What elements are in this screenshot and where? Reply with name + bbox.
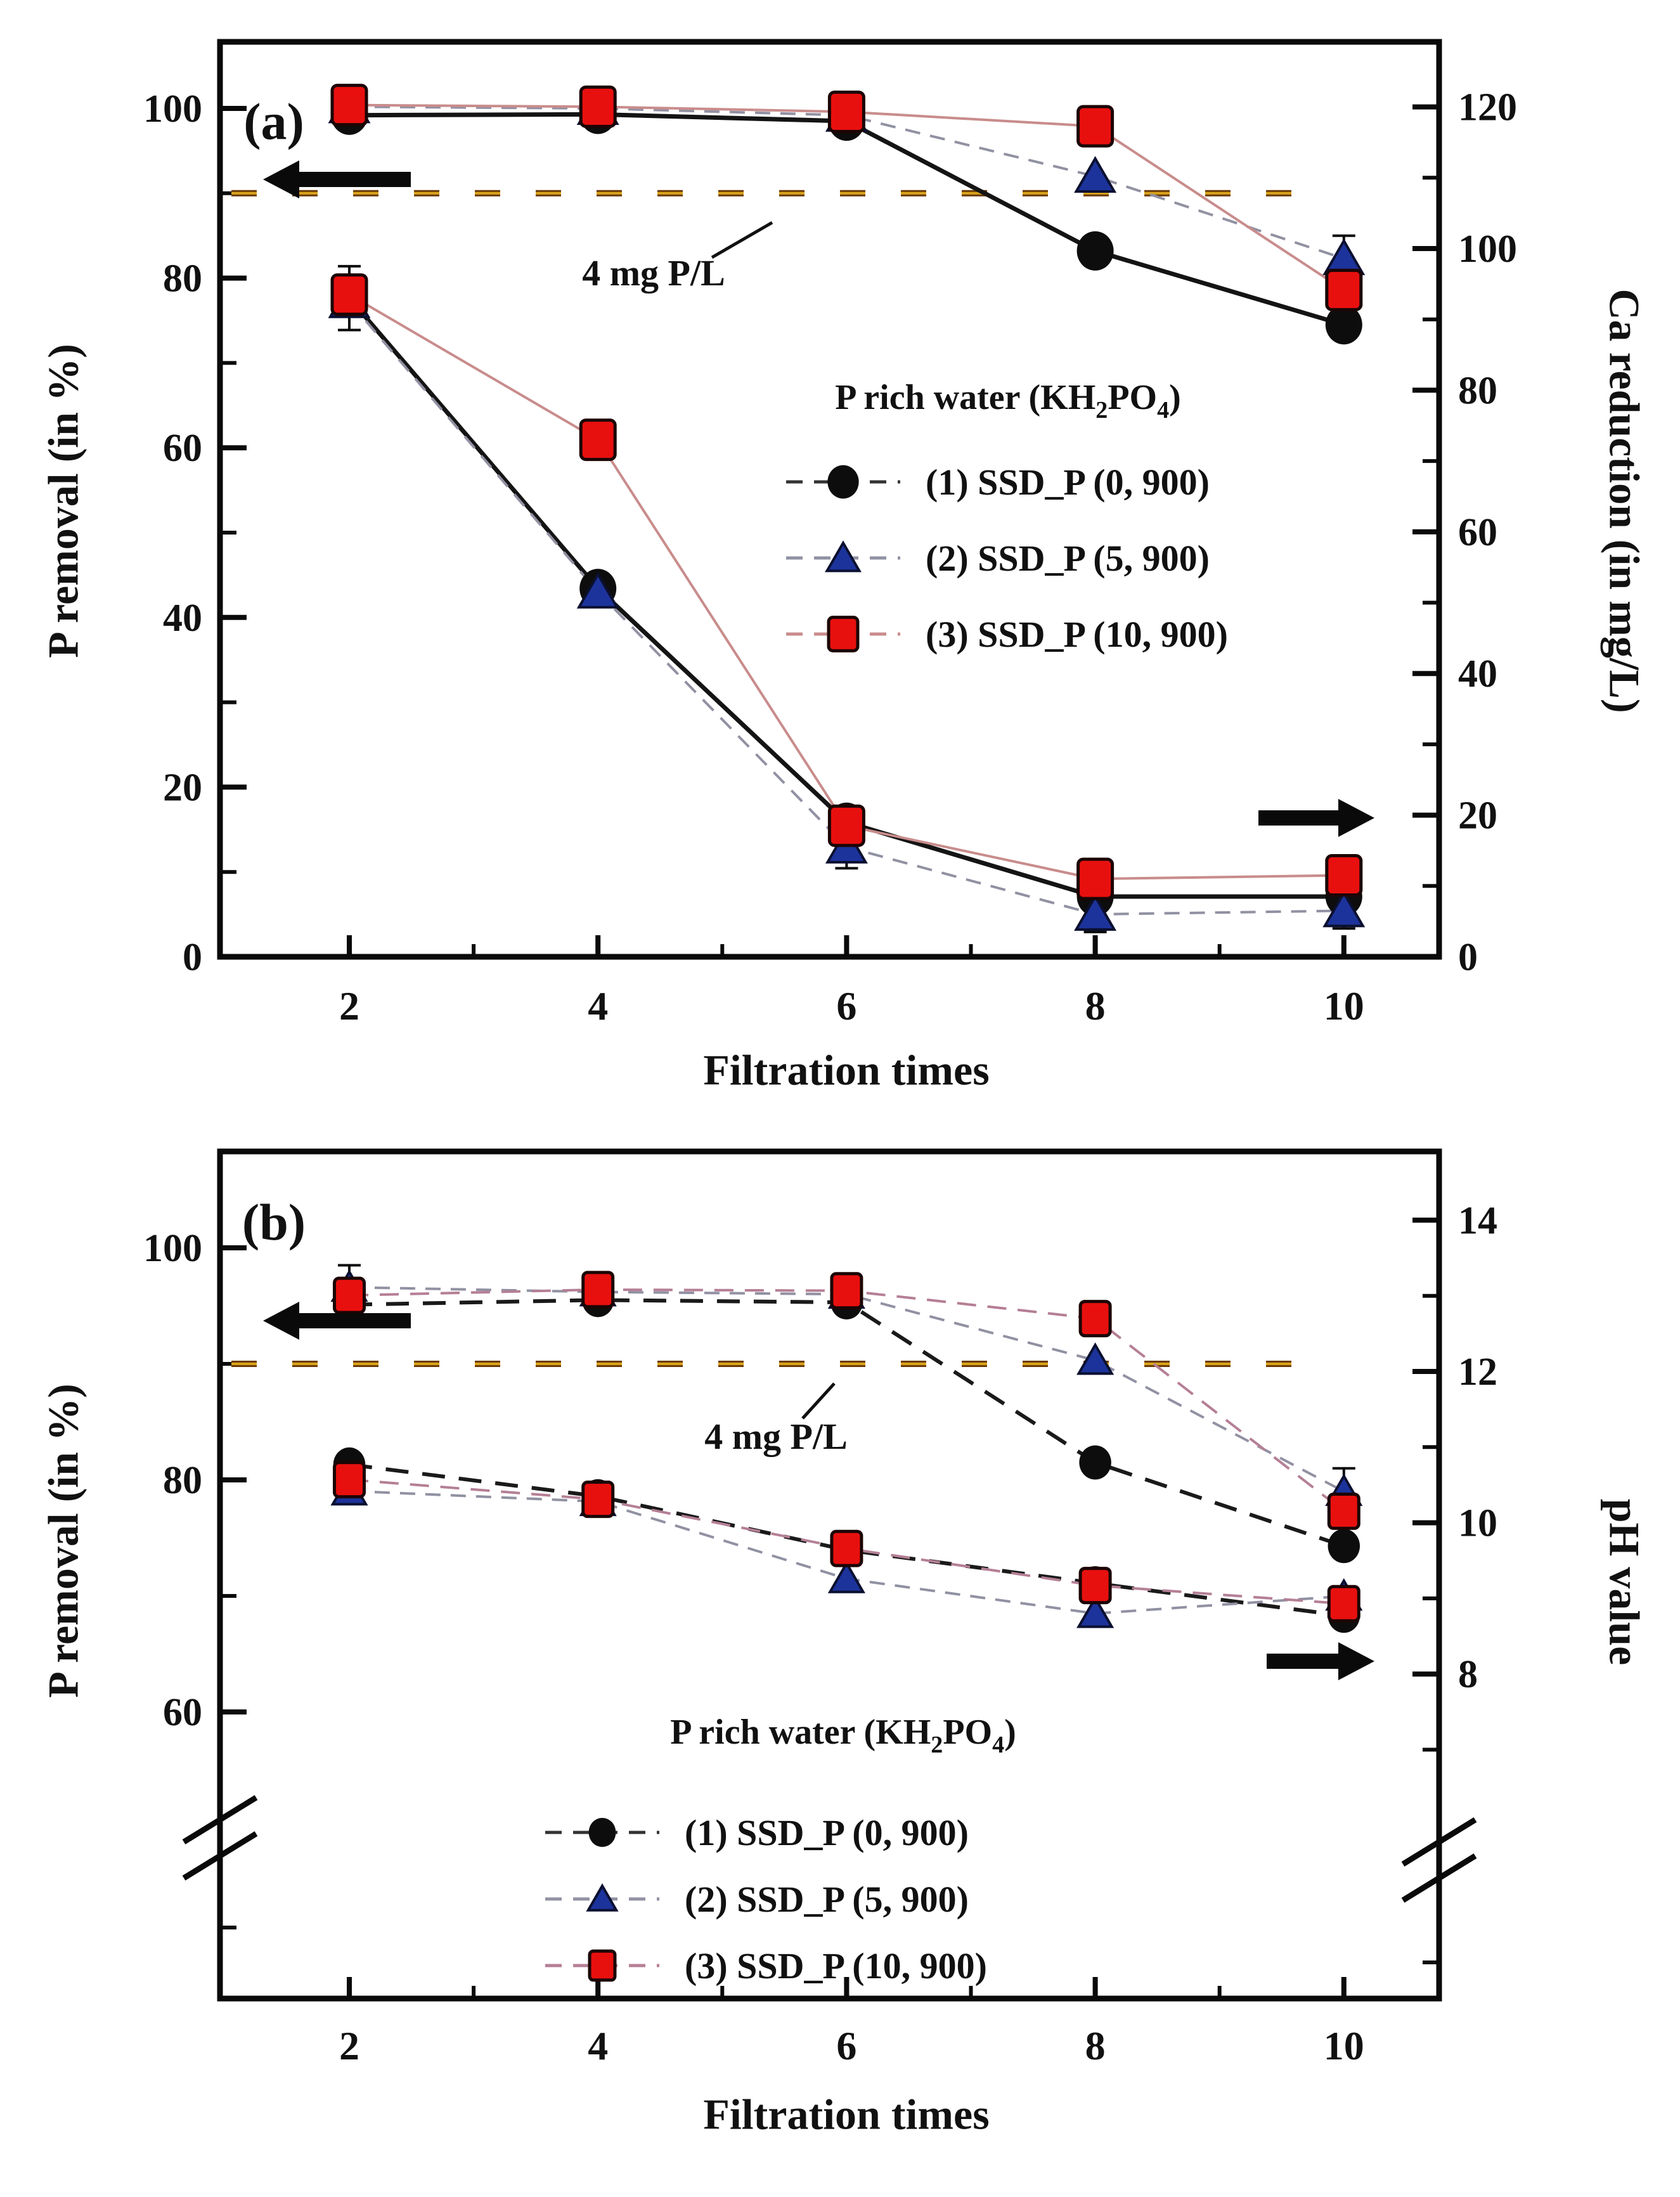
data-point-circle <box>1077 231 1114 271</box>
legend-label: (3) SSD_P (10, 900) <box>926 614 1228 655</box>
panel-b-x-axis-title: Filtration times <box>703 2090 990 2139</box>
x-tick-label: 2 <box>339 2023 359 2068</box>
data-point-circle <box>1079 1446 1111 1480</box>
panel-b-right-axis-title: pH value <box>1600 1498 1649 1666</box>
data-point-square <box>1080 1569 1110 1603</box>
left-tick-label: 40 <box>163 596 202 640</box>
data-point-square <box>829 806 863 845</box>
legend-marker-square <box>829 618 858 651</box>
right-tick-label: 10 <box>1458 1501 1497 1545</box>
right-tick-label: 120 <box>1458 86 1517 129</box>
left-tick-label: 80 <box>163 1459 202 1502</box>
x-tick-label: 2 <box>339 983 359 1028</box>
legend-label: (2) SSD_P (5, 900) <box>685 1879 969 1920</box>
panel-a-left-axis-title: P removal (in %) <box>39 344 87 658</box>
left-tick-label: 0 <box>183 936 202 979</box>
left-tick-label: 80 <box>163 257 202 301</box>
right-tick-label: 100 <box>1458 228 1517 271</box>
panel-a-label: (a) <box>243 93 304 150</box>
threshold-annotation: 4 mg P/L <box>704 1416 848 1457</box>
panel-b <box>0 1110 1680 2197</box>
legend-label: (1) SSD_P (0, 900) <box>685 1812 969 1853</box>
legend-marker-square <box>590 1951 615 1980</box>
legend-title: P rich water $(KH_2PO_4)$ <box>835 378 1181 424</box>
left-tick-label: 20 <box>163 766 202 810</box>
right-tick-label: 40 <box>1458 652 1497 696</box>
data-point-square <box>1329 1494 1359 1528</box>
panel-a-right-axis-title: Ca reduction (in mg/L) <box>1600 288 1649 713</box>
data-point-square <box>1078 859 1113 898</box>
data-point-square <box>1327 270 1361 309</box>
data-point-square <box>1327 856 1361 895</box>
left-tick-label: 60 <box>163 1691 202 1734</box>
data-point-square <box>332 86 366 125</box>
x-tick-label: 10 <box>1323 2023 1364 2068</box>
data-point-square <box>583 1482 613 1517</box>
left-tick-label: 60 <box>163 427 202 470</box>
data-point-square <box>832 1274 862 1308</box>
x-tick-label: 8 <box>1085 2023 1106 2068</box>
data-point-square <box>832 1531 862 1565</box>
right-tick-label: 20 <box>1458 794 1497 838</box>
data-point-circle <box>1328 1529 1360 1563</box>
left-tick-label: 100 <box>143 87 202 131</box>
right-tick-label: 12 <box>1458 1351 1497 1394</box>
legend-label: (3) SSD_P (10, 900) <box>685 1945 987 1986</box>
data-point-square <box>581 87 615 126</box>
legend-marker-circle <box>827 465 858 499</box>
legend-title: P rich water $(KH_2PO_4)$ <box>670 1713 1016 1758</box>
data-point-square <box>581 420 615 460</box>
legend-label: (2) SSD_P (5, 900) <box>926 538 1210 579</box>
x-tick-label: 4 <box>588 983 609 1028</box>
left-tick-label: 100 <box>143 1227 202 1270</box>
data-point-square <box>335 1278 365 1312</box>
panel-b-left-axis-title: P removal (in %) <box>39 1384 87 1698</box>
panel-b-label: (b) <box>242 1193 306 1251</box>
right-tick-label: 60 <box>1458 510 1497 554</box>
data-point-square <box>335 1463 365 1497</box>
right-tick-label: 0 <box>1458 936 1478 979</box>
data-point-square <box>1329 1586 1359 1621</box>
legend-marker-circle <box>589 1818 616 1847</box>
right-tick-label: 14 <box>1458 1199 1497 1243</box>
panel-a-x-axis-title: Filtration times <box>703 1046 990 1094</box>
data-point-square <box>1078 107 1113 146</box>
right-tick-label: 8 <box>1458 1653 1478 1697</box>
data-point-square <box>829 92 863 131</box>
panel-b-plot <box>0 1110 1680 2197</box>
threshold-annotation: 4 mg P/L <box>582 252 725 294</box>
x-tick-label: 6 <box>836 983 857 1028</box>
data-point-square <box>583 1273 613 1307</box>
x-tick-label: 8 <box>1085 983 1106 1028</box>
x-tick-label: 10 <box>1323 983 1364 1028</box>
right-tick-label: 80 <box>1458 369 1497 413</box>
legend-label: (1) SSD_P (0, 900) <box>926 462 1210 503</box>
data-point-square <box>1080 1302 1110 1336</box>
data-point-square <box>332 275 366 314</box>
x-tick-label: 6 <box>836 2023 857 2068</box>
x-tick-label: 4 <box>588 2023 609 2068</box>
